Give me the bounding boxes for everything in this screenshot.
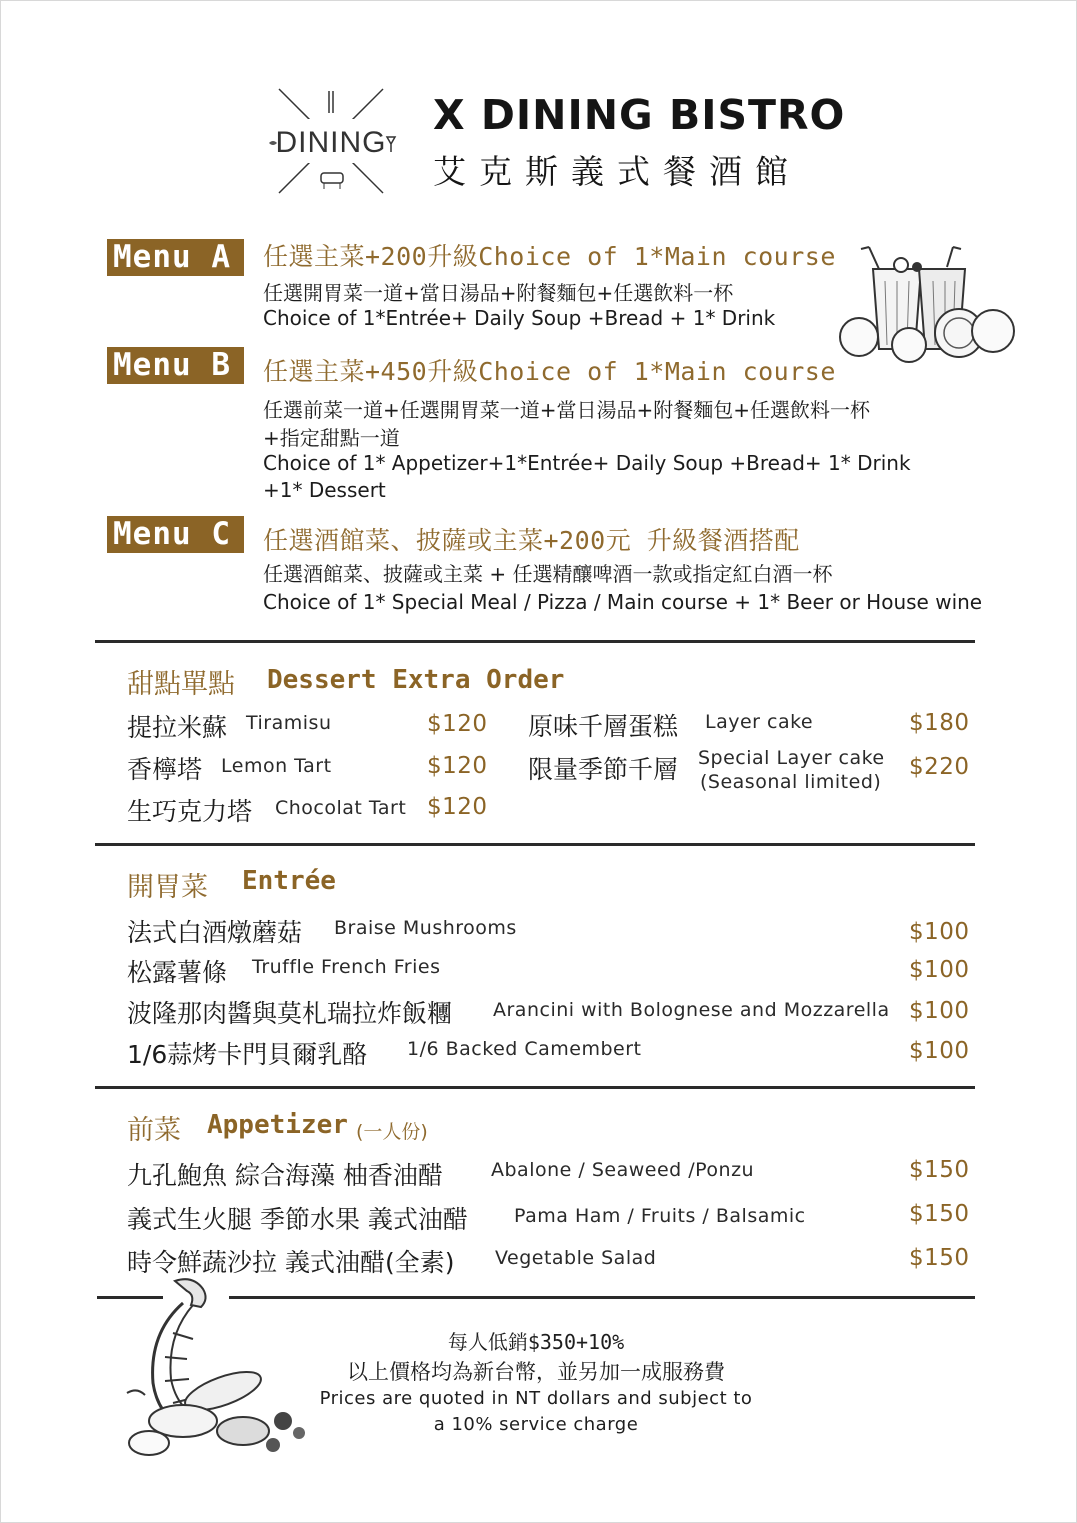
entree-item-en: Arancini with Bolognese and Mozzarella <box>493 999 890 1021</box>
menu-b-line-zh: 任選前菜一道+任選開胃菜一道+當日湯品+附餐麵包+任選飲料一杯 <box>263 398 871 422</box>
dessert-title-en: Dessert Extra Order <box>267 665 565 695</box>
menu-b-line-en: Choice of 1* Appetizer+1*Entrée+ Daily Soup +Bread+ 1* Drink <box>263 451 911 475</box>
juice-illustration <box>837 241 1017 366</box>
dessert-item-price: $220 <box>909 754 970 780</box>
dessert-item-zh: 限量季節千層 <box>528 755 679 784</box>
price-note-en-2: a 10% service charge <box>433 1414 639 1435</box>
seafood-illustration <box>113 1273 313 1463</box>
appetizer-item-price: $150 <box>909 1245 970 1271</box>
dessert-title-zh: 甜點單點 <box>127 669 235 700</box>
menu-a-line-zh: 任選開胃菜一道+當日湯品+附餐麵包+任選飲料一杯 <box>263 281 734 305</box>
menu-b-line-zh-2: +指定甜點一道 <box>263 426 400 450</box>
dessert-item-en: Lemon Tart <box>221 755 332 777</box>
appetizer-portion-note: (一人份) <box>356 1121 428 1143</box>
menu-c-line-en: Choice of 1* Special Meal / Pizza / Main course + 1* Beer or House wine <box>263 590 983 614</box>
menu-a-headline: 任選主菜+200升級Choice of 1*Main course <box>263 242 836 271</box>
appetizer-item-zh: 九孔鮑魚 綜合海藻 柚香油醋 <box>127 1161 443 1190</box>
dessert-item-price: $180 <box>909 710 970 736</box>
dessert-item-zh: 提拉米蘇 <box>127 713 228 742</box>
dessert-item-zh: 香檸塔 <box>127 755 203 784</box>
dessert-item-price: $120 <box>427 753 488 779</box>
dessert-item-price: $120 <box>427 711 488 737</box>
dessert-item-price: $120 <box>427 794 488 820</box>
entree-item-en: Braise Mushrooms <box>334 917 517 939</box>
dessert-item-en: Special Layer cake <box>698 747 885 769</box>
menu-a-line-en: Choice of 1*Entrée+ Daily Soup +Bread + 1* Drink <box>263 306 776 330</box>
appetizer-item-zh: 義式生火腿 季節水果 義式油醋 <box>127 1205 468 1234</box>
appetizer-item-price: $150 <box>909 1201 970 1227</box>
logo-text: DINING <box>275 126 387 159</box>
appetizer-item-price: $150 <box>909 1157 970 1183</box>
entree-item-en: Truffle French Fries <box>252 956 441 978</box>
dessert-item-en: Layer cake <box>705 711 814 733</box>
entree-item-price: $100 <box>909 1038 970 1064</box>
dessert-item-en: Chocolat Tart <box>275 797 407 819</box>
entree-title-zh: 開胃菜 <box>127 872 208 903</box>
brand-name-en: X DINING BISTRO <box>433 91 846 139</box>
dining-logo <box>263 85 399 197</box>
entree-item-zh: 法式白酒燉蘑菇 <box>127 918 303 947</box>
appetizer-item-en: Vegetable Salad <box>495 1247 657 1269</box>
menu-c-headline: 任選酒館菜、披薩或主菜+200元 升級餐酒搭配 <box>263 526 800 555</box>
menu-c-badge: Menu C <box>107 516 244 553</box>
price-note-zh: 以上價格均為新台幣，並另加一成服務費 <box>347 1360 725 1384</box>
entree-item-en: 1/6 Backed Camembert <box>407 1038 642 1060</box>
menu-b-line-en-2: +1* Dessert <box>263 478 386 502</box>
price-note-en: Prices are quoted in NT dollars and subject to <box>319 1388 753 1409</box>
appetizer-item-en: Pama Ham / Fruits / Balsamic <box>514 1205 806 1227</box>
dessert-item-zh: 生巧克力塔 <box>127 797 253 826</box>
entree-item-zh: 1/6蒜烤卡門貝爾乳酪 <box>127 1040 368 1069</box>
menu-a-badge: Menu A <box>107 239 244 276</box>
dessert-item-en: Tiramisu <box>246 712 332 734</box>
appetizer-item-en: Abalone / Seaweed /Ponzu <box>491 1159 755 1181</box>
entree-item-zh: 松露薯條 <box>127 958 228 987</box>
dessert-item-en-note: (Seasonal limited) <box>700 771 882 793</box>
entree-item-price: $100 <box>909 998 970 1024</box>
appetizer-title-en: Appetizer <box>207 1110 348 1140</box>
entree-item-zh: 波隆那肉醬與莫札瑞拉炸飯糰 <box>127 999 453 1028</box>
appetizer-title-zh: 前菜 <box>127 1115 181 1146</box>
entree-item-price: $100 <box>909 919 970 945</box>
entree-item-price: $100 <box>909 957 970 983</box>
brand-name-zh: 艾克斯義式餐酒館 <box>433 152 801 191</box>
dessert-item-zh: 原味千層蛋糕 <box>528 712 679 741</box>
menu-b-headline: 任選主菜+450升級Choice of 1*Main course <box>263 357 836 386</box>
entree-title-en: Entrée <box>242 866 336 896</box>
menu-b-badge: Menu B <box>107 347 244 384</box>
appetizer-item-zh: 時令鮮蔬沙拉 義式油醋(全素) <box>127 1248 455 1277</box>
divider <box>95 843 975 846</box>
divider <box>229 1296 975 1299</box>
divider <box>95 640 975 643</box>
divider <box>95 1086 975 1089</box>
menu-c-line-zh: 任選酒館菜、披薩或主菜 + 任選精釀啤酒一款或指定紅白酒一杯 <box>263 562 833 586</box>
minimum-charge: 每人低銷$350+10% <box>447 1330 625 1354</box>
